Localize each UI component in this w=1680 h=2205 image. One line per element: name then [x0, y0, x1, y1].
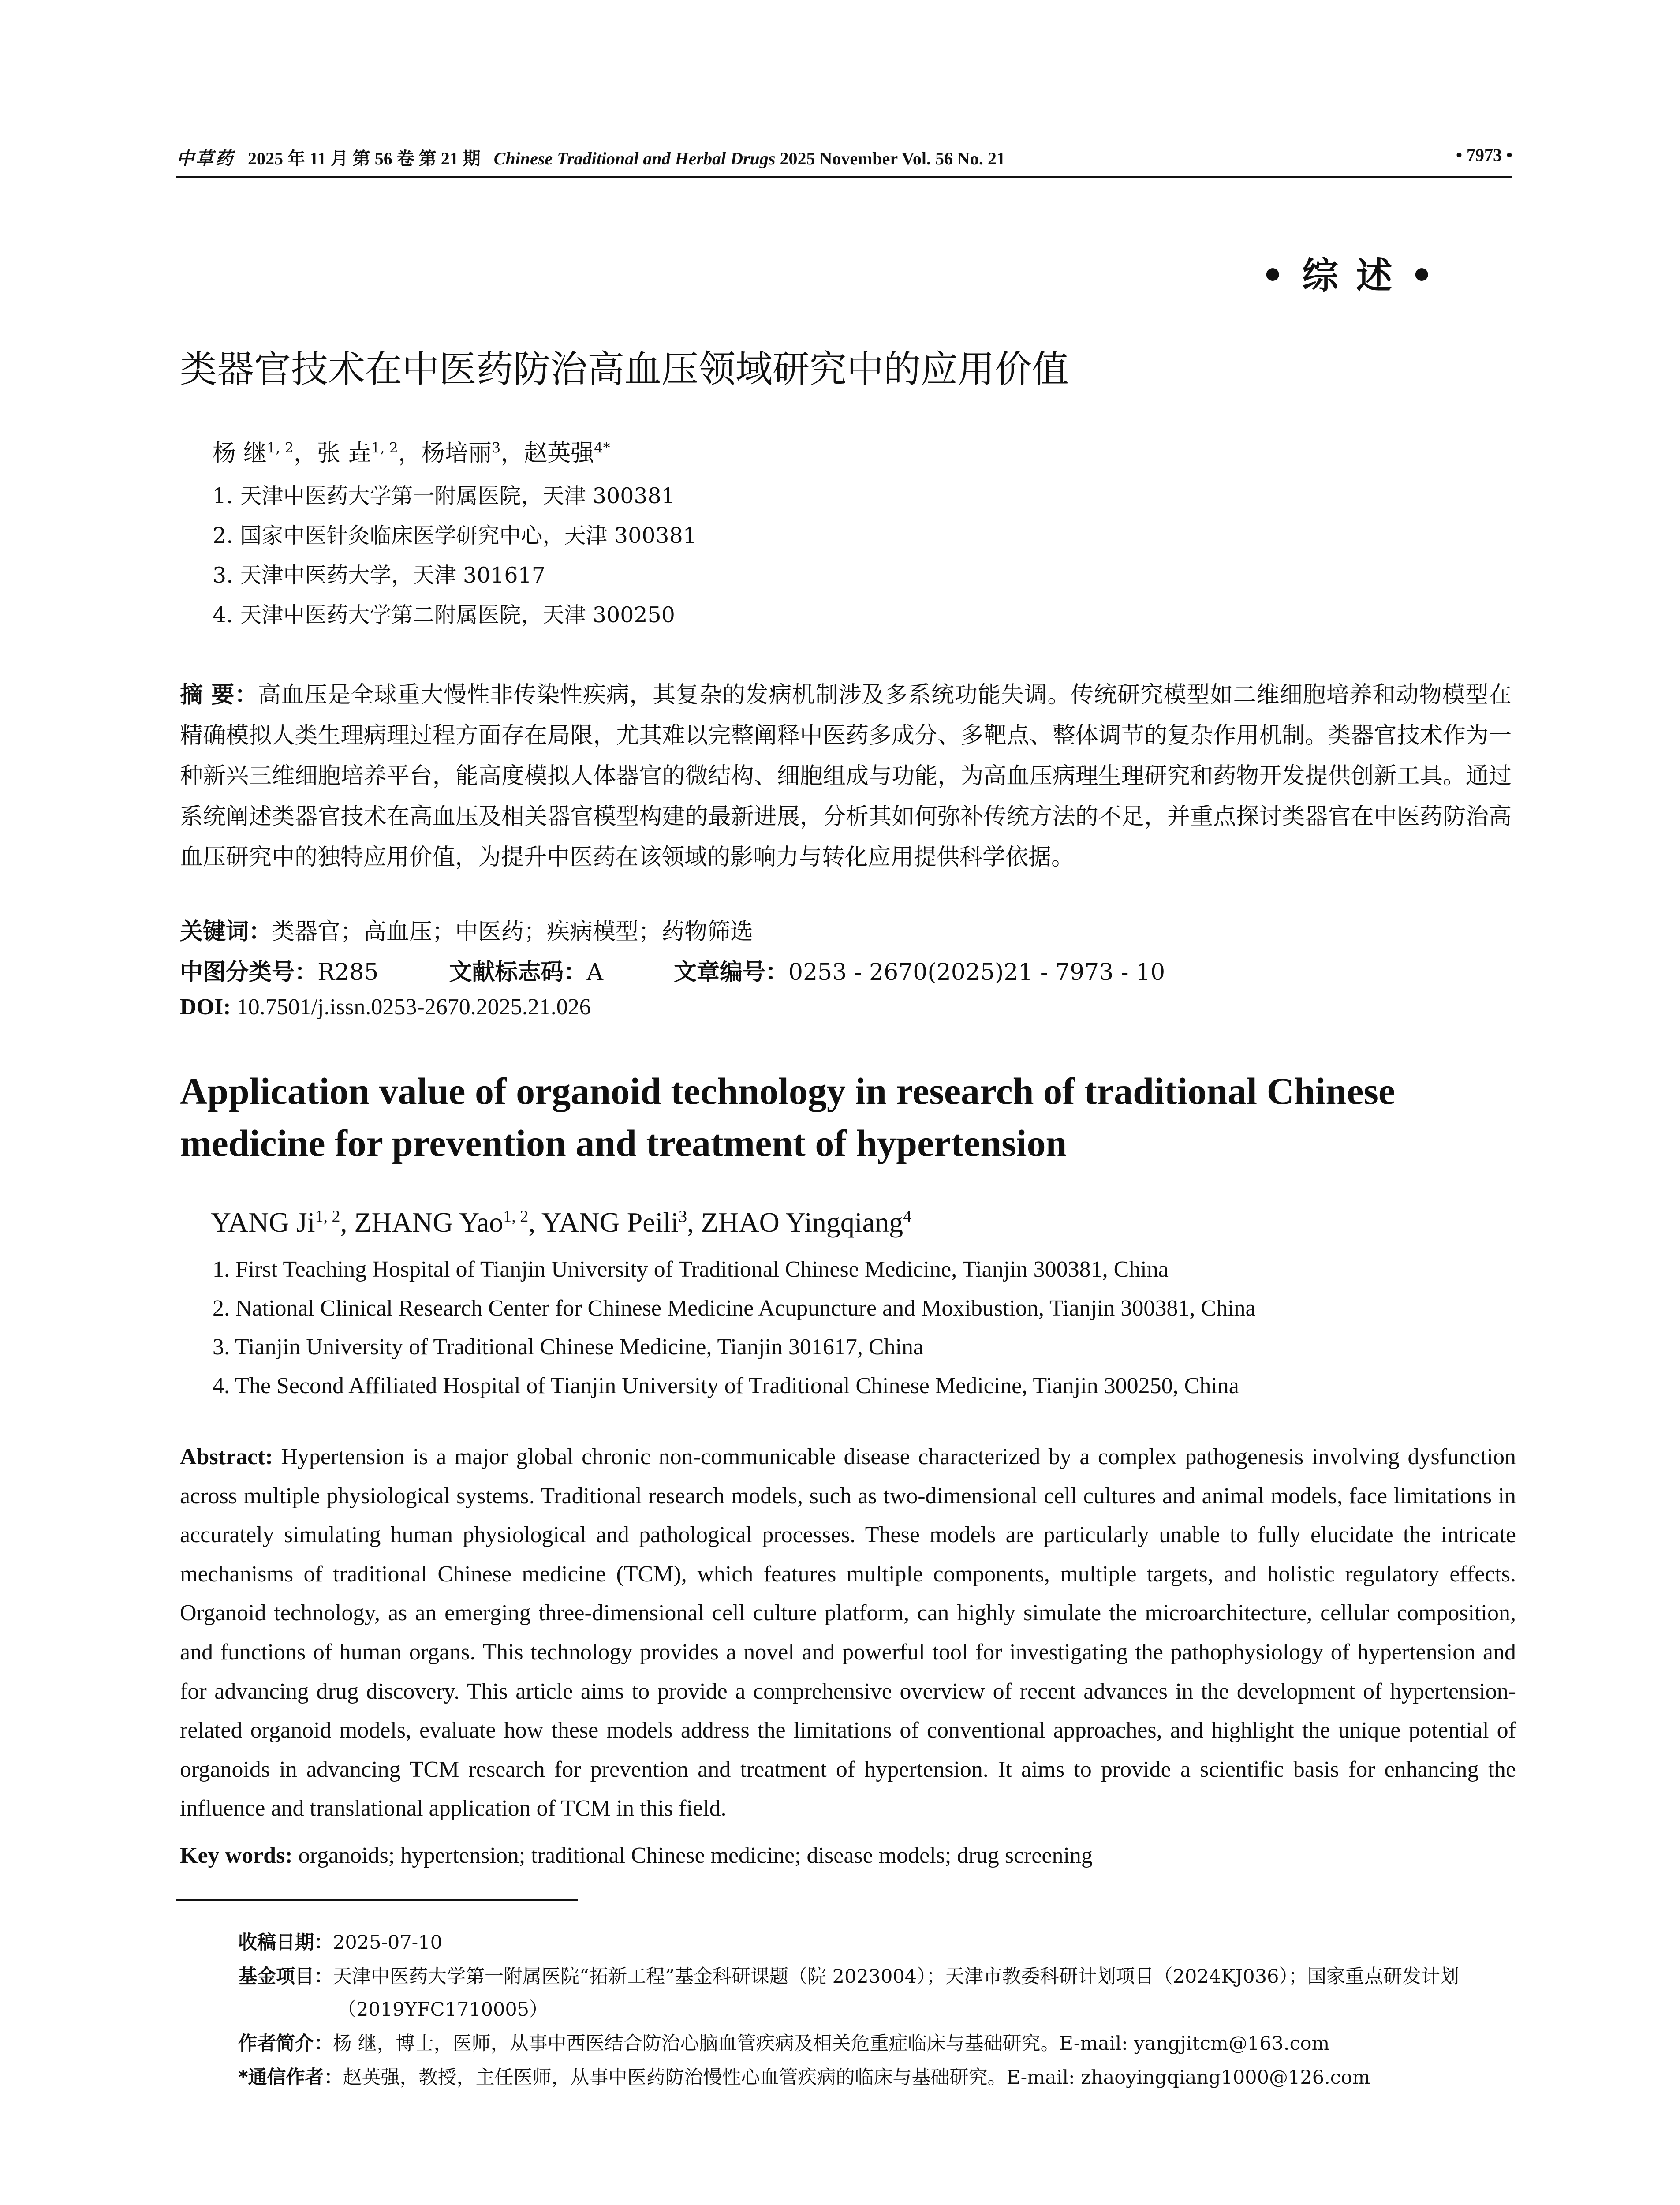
author-sep: ，	[500, 440, 524, 467]
author-sup: 3	[679, 1207, 687, 1226]
affiliation-item: 2. 国家中医针灸临床医学研究中心，天津 300381	[213, 523, 697, 548]
authors-en	[211, 1206, 911, 1239]
footnote-author	[238, 2027, 1512, 2060]
affiliation-item: 4. The Second Affiliated Hospital of Tianjin University of Traditional Chinese Medicine, Tianjin 300250, China	[213, 1373, 1239, 1398]
abstract-text-cn: 高血压是全球重大慢性非传染性疾病，其复杂的发病机制涉及多系统功能失调。传统研究模型如二维细胞培养和动物模型在精确模拟人类生理病理过程方面存在局限，尤其难以完整阐释中医药多成分、多靶点、整体调节的复杂作用机制。类器官技术作为一种新兴三维细胞培养平台，能高度模拟人体器官的微结构、细胞组成与功能，为高血压病理生理研究和药物开发提供创新工具。通过系统阐述类器官技术在高血压及相关器官模型构建的最新进展，分析其如何弥补传统方法的不足，并重点探讨类器官在中医药防治高血压研究中的独特应用价值，为提升中医药在该领域的影响力与转化应用提供科学依据。	[180, 682, 1512, 871]
received-label: 收稿日期：	[238, 1932, 333, 1954]
author-sep: ,	[528, 1207, 541, 1238]
title-en: Application value of organoid technology in research of traditional Chinese medicine for prevention and treatment of hypertension	[180, 1070, 1396, 1164]
author-sup: 1, 2	[503, 1207, 529, 1226]
title-cn: 类器官技术在中医药防治高血压领域研究中的应用价值	[180, 348, 1069, 391]
author-name: 杨培丽	[421, 440, 492, 467]
fund-value: 天津中医药大学第一附属医院“拓新工程”基金科研课题（院 2023004）；天津市教委科研计划项目（2024KJ036）；国家重点研发计划（2019YFC1710005）	[333, 1966, 1460, 2021]
author-sup: 1, 2	[266, 439, 294, 456]
affiliation-item: 1. First Teaching Hospital of Tianjin University of Traditional Chinese Medicine, Tianjin 300381, China	[213, 1257, 1169, 1282]
footnote-received	[238, 1926, 1512, 1959]
author-sup: 1, 2	[315, 1207, 340, 1226]
doi-label: DOI:	[180, 994, 231, 1020]
issue-en: 2025 November Vol. 56 No. 21	[780, 149, 1005, 168]
issue-cn: 2025 年 11 月 第 56 卷 第 21 期	[248, 149, 481, 168]
keywords-en	[180, 1842, 1093, 1869]
doi-link[interactable]: 10.7501/j.issn.0253-2670.2025.21.026	[236, 994, 591, 1020]
keywords-label-en: Key words:	[180, 1843, 293, 1868]
author-sep: ,	[340, 1207, 355, 1238]
author-name: 张 垚	[317, 440, 371, 467]
abstract-en	[180, 1438, 1516, 1828]
keywords-text-cn: 类器官；高血压；中医药；疾病模型；药物筛选	[272, 919, 754, 945]
corresponding-value: 赵英强，教授，主任医师，从事中医药防治慢性心血管疾病的临床与基础研究。E-mail: zhaoyingqiang1000@126.com	[343, 2067, 1370, 2089]
running-header	[176, 145, 1512, 174]
author-name: 杨 继	[213, 440, 267, 467]
abstract-cn	[180, 675, 1512, 878]
author-name: YANG Peili	[541, 1207, 679, 1238]
author-sep: ,	[687, 1207, 702, 1238]
affiliations-cn	[213, 476, 697, 635]
author-sup: 3	[491, 439, 501, 456]
keywords-text-en: organoids; hypertension; traditional Chinese medicine; disease models; drug screening	[298, 1843, 1093, 1868]
author-sep: ，	[398, 440, 422, 467]
author-name: 赵英强	[524, 440, 594, 467]
footnote-corresponding	[238, 2061, 1512, 2094]
author-bio-label: 作者简介：	[238, 2033, 333, 2055]
abstract-text-en: Hypertension is a major global chronic non-communicable disease characterized by a complex pathogenesis involving dysfunction across multiple physiological systems. Traditional research models, such as two-dimensional cell cultures and animal models, face limitations in accurately simulating human physiological and pathological processes. These models are particularly unable to fully elucidate the intricate mechanisms of traditional Chinese medicine (TCM), which features multiple components, multiple targets, and holistic regulatory effects. Organoid technology, as an emerging three-dimensional cell culture platform, can highly simulate the microarchitecture, cellular composition, and functions of human organs. This technology provides a novel and powerful tool for investigating the pathophysiology of hypertension and for advancing drug discovery. This article aims to provide a comprehensive overview of recent advances in the development of hypertension-related organoid models, evaluate how these models address the limitations of conventional approaches, and highlight the unique potential of organoids in advancing TCM research for prevention and treatment of hypertension. It aims to provide a scientific basis for enhancing the influence and translational application of TCM in this field.	[180, 1444, 1516, 1821]
received-value: 2025-07-10	[333, 1932, 442, 1954]
doc-code-value: A	[586, 959, 603, 986]
authors-cn	[213, 434, 610, 468]
journal-name-en: Chinese Traditional and Herbal Drugs	[493, 149, 776, 168]
affiliations-en	[213, 1250, 1256, 1405]
author-sup: 4*	[594, 439, 610, 456]
author-name: YANG Ji	[211, 1207, 315, 1238]
abstract-label-en: Abstract:	[180, 1444, 273, 1469]
header-rule	[176, 176, 1512, 178]
doc-code-label: 文献标志码：	[449, 959, 587, 986]
author-sup: 1, 2	[371, 439, 398, 456]
keywords-label-cn: 关键词：	[180, 919, 272, 945]
fund-label: 基金项目：	[238, 1966, 333, 1988]
affiliation-item: 1. 天津中医药大学第一附属医院，天津 300381	[213, 483, 675, 508]
keywords-cn	[180, 913, 753, 946]
clc-label: 中图分类号：	[180, 959, 318, 986]
footnote-fund	[238, 1960, 1512, 2026]
affiliation-item: 3. 天津中医药大学，天津 301617	[213, 563, 545, 588]
journal-brand-cn: 中草药	[176, 149, 235, 168]
footnote-rule	[176, 1899, 578, 1901]
abstract-label-cn: 摘 要：	[180, 682, 258, 708]
author-name: ZHANG Yao	[354, 1207, 504, 1238]
section-tag: • 综 述 •	[1261, 255, 1436, 297]
article-number-label: 文章编号：	[674, 959, 789, 986]
affiliation-item: 4. 天津中医药大学第二附属医院，天津 300250	[213, 602, 675, 628]
author-sup: 4	[903, 1207, 912, 1226]
affiliation-item: 2. National Clinical Research Center for Chinese Medicine Acupuncture and Moxibustion, Tianjin 300381, China	[213, 1296, 1256, 1321]
page-number: • 7973 •	[1456, 145, 1512, 165]
affiliation-item: 3. Tianjin University of Traditional Chinese Medicine, Tianjin 301617, China	[213, 1334, 924, 1360]
doi-line	[180, 994, 591, 1020]
clc-value: R285	[317, 959, 379, 986]
author-name: ZHAO Yingqiang	[701, 1207, 903, 1238]
corresponding-label: *通信作者：	[238, 2067, 343, 2089]
author-bio-value: 杨 继，博士，医师，从事中西医结合防治心脑血管疾病及相关危重症临床与基础研究。E-mail: yangjitcm@163.com	[333, 2033, 1330, 2055]
classification-line	[180, 953, 1165, 987]
article-number-value: 0253 - 2670(2025)21 - 7973 - 10	[788, 959, 1165, 986]
author-sep: ，	[293, 440, 317, 467]
